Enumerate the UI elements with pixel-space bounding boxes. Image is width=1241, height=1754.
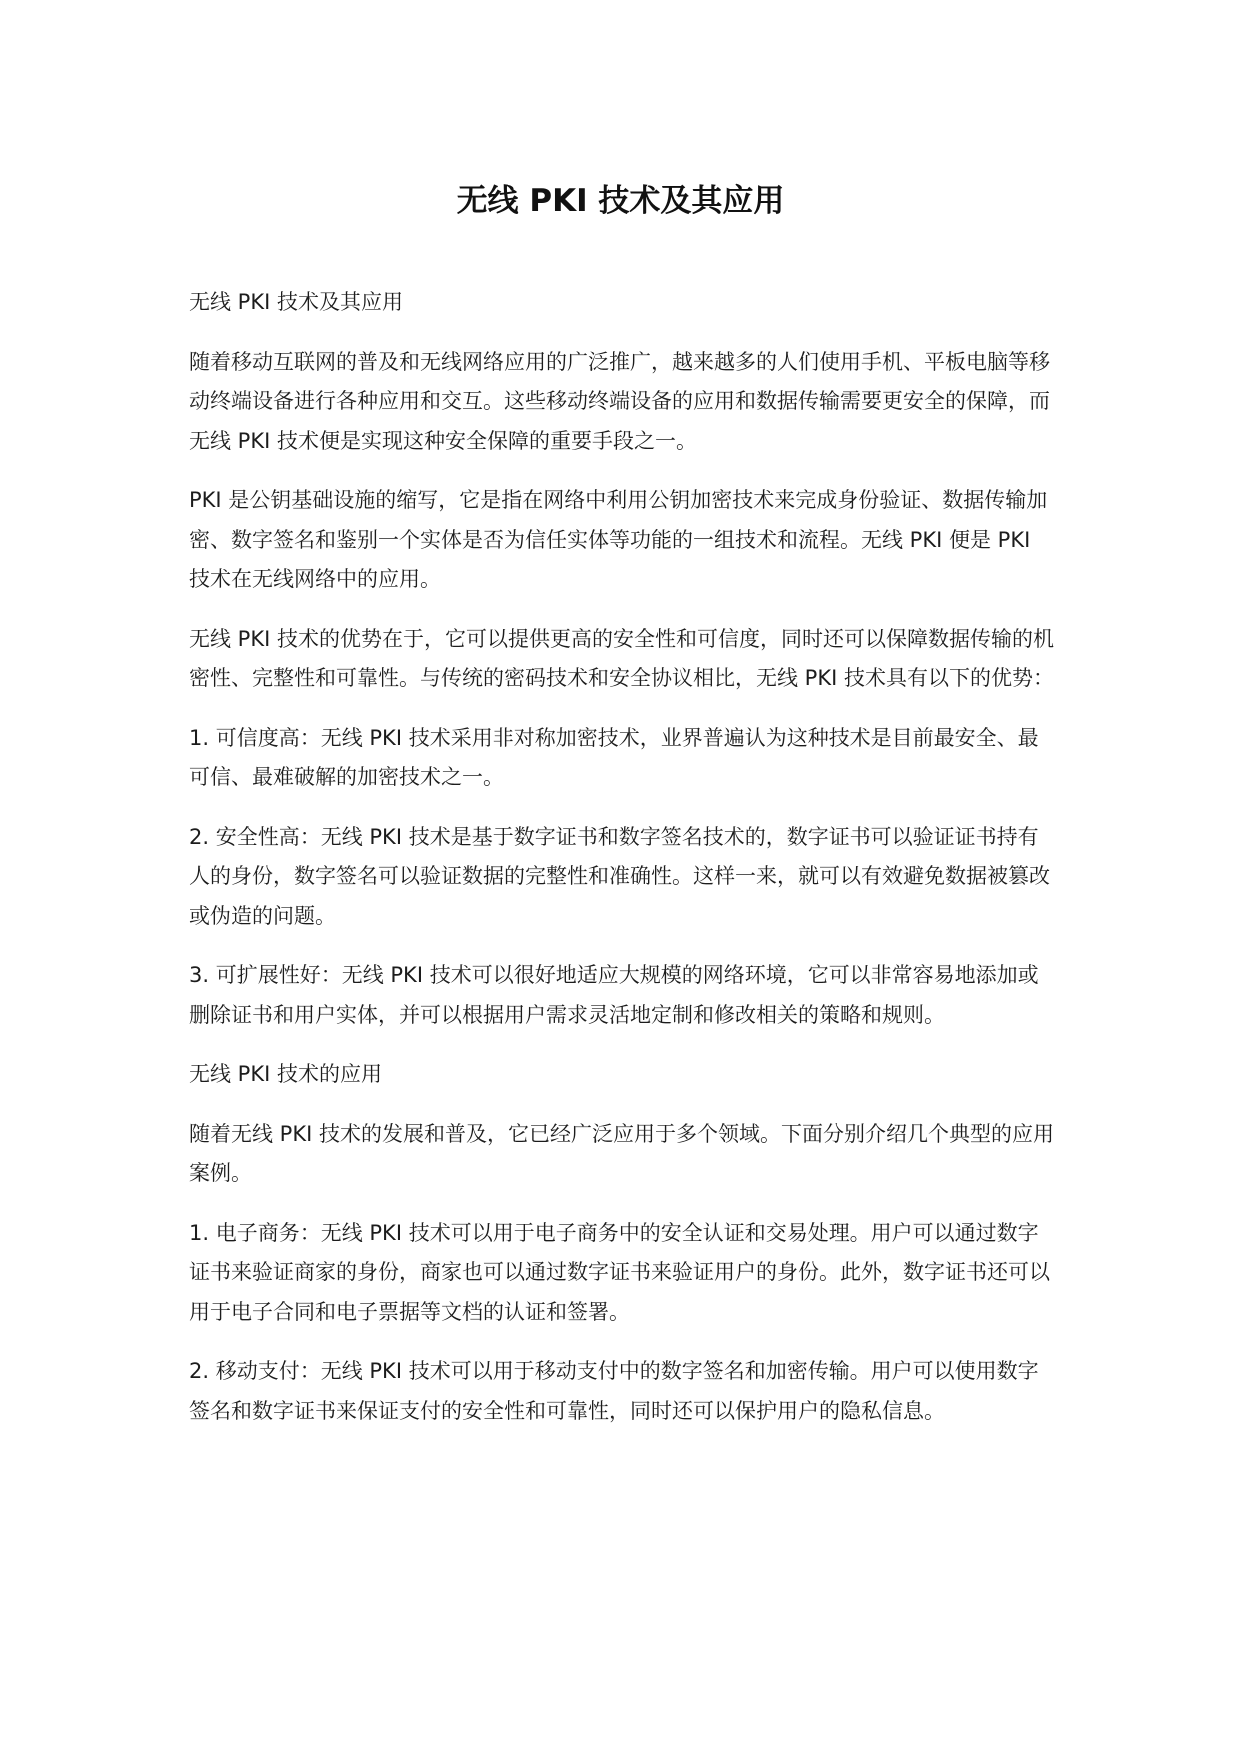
paragraph-advantages: 无线 PKI 技术的优势在于，它可以提供更高的安全性和可信度，同时还可以保障数据传输的机密性、完整性和可靠性。与传统的密码技术和安全协议相比，无线 PKI 技术具有以下的优势： xyxy=(189,626,1054,690)
list-item-advantage-1: 1. 可信度高：无线 PKI 技术采用非对称加密技术，业界普遍认为这种技术是目前最安全、最可信、最难破解的加密技术之一。 xyxy=(189,725,1039,789)
paragraph-pki-definition: PKI 是公钥基础设施的缩写，它是指在网络中利用公钥加密技术来完成身份验证、数据传输加密、数字签名和鉴别一个实体是否为信任实体等功能的一组技术和流程。无线 PKI 便是 PKI 技术在无线网络中的应用。 xyxy=(189,488,1048,591)
list-item-advantage-3: 3. 可扩展性好：无线 PKI 技术可以很好地适应大规模的网络环境，它可以非常容易地添加或删除证书和用户实体，并可以根据用户需求灵活地定制和修改相关的策略和规则。 xyxy=(189,963,1039,1027)
section-heading-intro: 无线 PKI 技术及其应用 xyxy=(189,290,403,314)
paragraph-applications-intro: 随着无线 PKI 技术的发展和普及，它已经广泛应用于多个领域。下面分别介绍几个典型的应用案例。 xyxy=(189,1121,1054,1185)
document-body xyxy=(189,283,1055,1451)
section-heading-applications: 无线 PKI 技术的应用 xyxy=(189,1062,382,1086)
list-item-application-1: 1. 电子商务：无线 PKI 技术可以用于电子商务中的安全认证和交易处理。用户可以通过数字证书来验证商家的身份，商家也可以通过数字证书来验证用户的身份。此外，数字证书还可以用于电子合同和电子票据等文档的认证和签署。 xyxy=(189,1220,1050,1324)
list-item-advantage-2: 2. 安全性高：无线 PKI 技术是基于数字证书和数字签名技术的，数字证书可以验证证书持有人的身份，数字签名可以验证数据的完整性和准确性。这样一来，就可以有效避免数据被篡改或伪造的问题。 xyxy=(189,824,1050,928)
document-title: 无线 PKI 技术及其应用 xyxy=(456,183,785,219)
list-item-application-2: 2. 移动支付：无线 PKI 技术可以用于移动支付中的数字签名和加密传输。用户可以使用数字签名和数字证书来保证支付的安全性和可靠性，同时还可以保护用户的隐私信息。 xyxy=(189,1359,1039,1423)
paragraph-intro: 随着移动互联网的普及和无线网络应用的广泛推广，越来越多的人们使用手机、平板电脑等移动终端设备进行各种应用和交互。这些移动终端设备的应用和数据传输需要更安全的保障，而无线 PKI 技术便是实现这种安全保障的重要手段之一。 xyxy=(189,349,1050,453)
